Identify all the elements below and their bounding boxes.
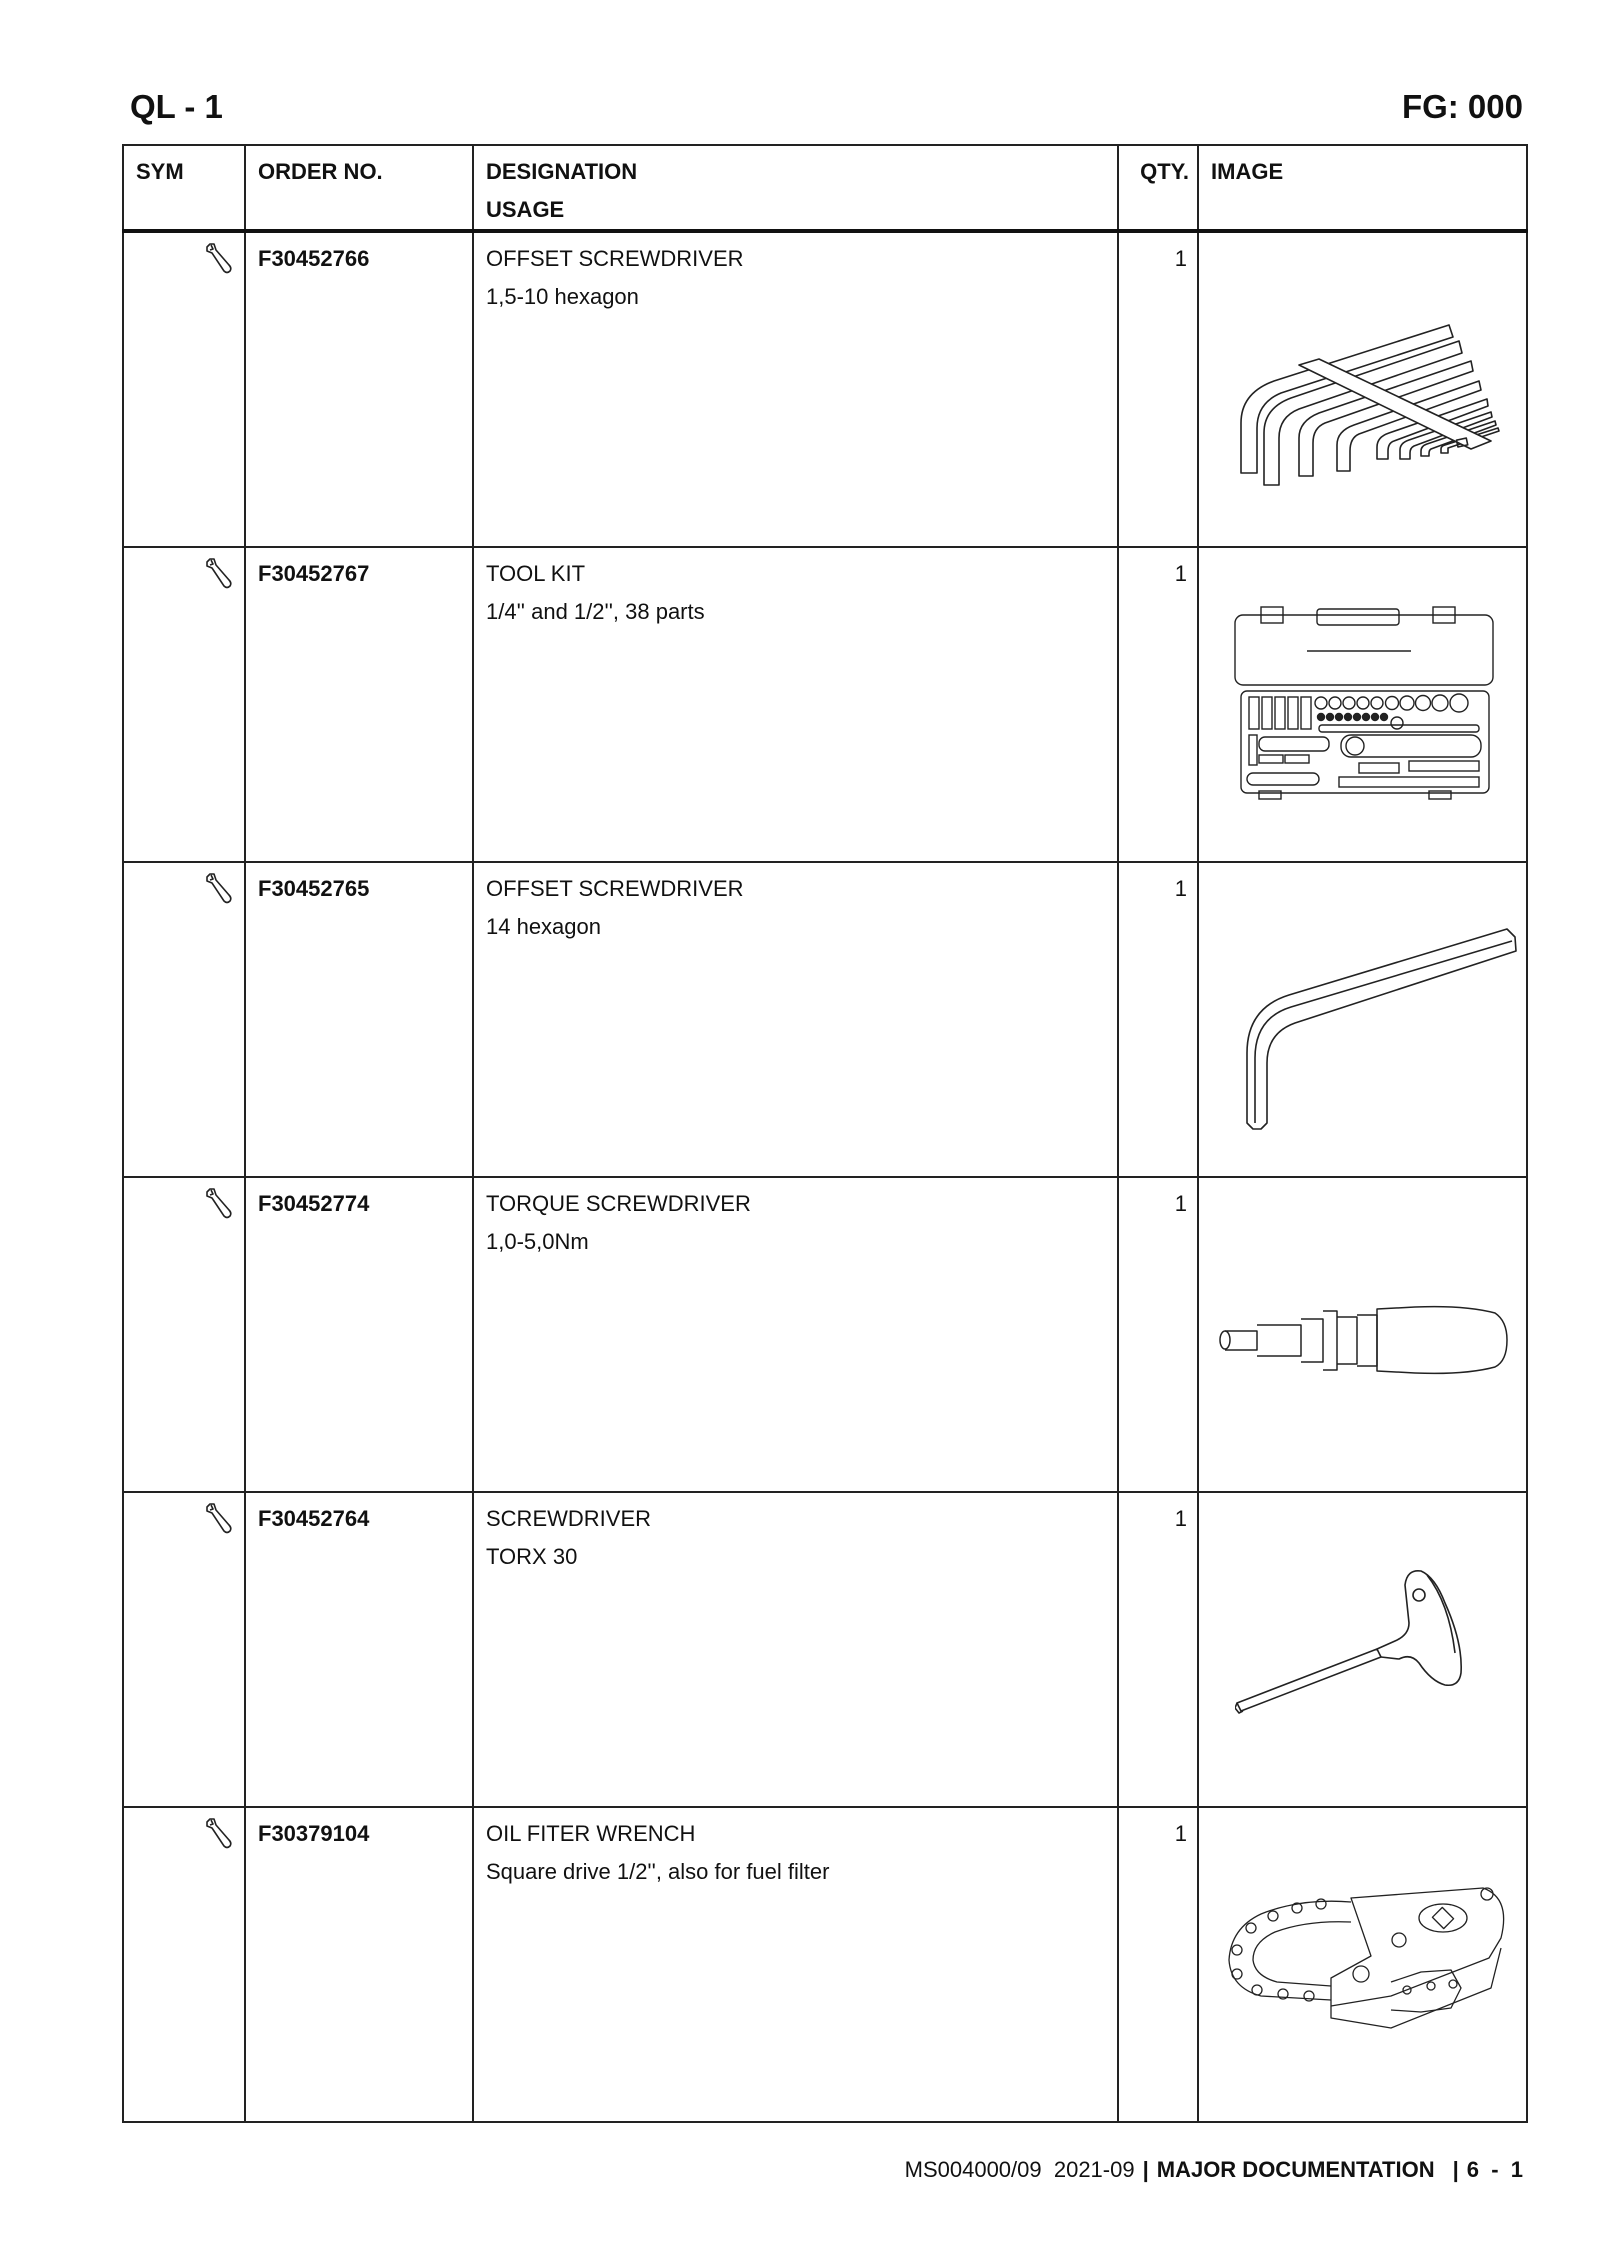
usage: TORX 30 [486, 1544, 578, 1569]
usage: Square drive 1/2'', also for fuel filter [486, 1859, 830, 1884]
designation: TOOL KIT [486, 561, 586, 586]
image-cell [1198, 1807, 1527, 2122]
image-cell [1198, 1492, 1527, 1807]
order-no-cell: F30452767 [245, 547, 473, 862]
designation: OFFSET SCREWDRIVER [486, 876, 744, 901]
page-number: 6 - 1 [1466, 2157, 1523, 2182]
page-footer [905, 2157, 1523, 2183]
table-row [123, 1177, 1527, 1492]
socket-tool-kit-case-illustration [1229, 603, 1499, 803]
hex-key-set-illustration [1219, 313, 1509, 513]
header-qty: QTY. [1118, 145, 1198, 231]
t-handle-torx-screwdriver-illustration [1235, 1563, 1495, 1723]
header-order-no: ORDER NO. [245, 145, 473, 231]
footer-separator: | [1142, 2157, 1149, 2182]
usage: 1,5-10 hexagon [486, 284, 639, 309]
usage: 1/4'' and 1/2'', 38 parts [486, 599, 705, 624]
table-row [123, 862, 1527, 1177]
qty-cell: 1 [1118, 1177, 1198, 1492]
table-header-row [123, 145, 1527, 231]
image-cell [1198, 862, 1527, 1177]
sym-cell [123, 1177, 245, 1492]
page-title-right: FG: 000 [1401, 88, 1523, 125]
usage: 14 hexagon [486, 914, 601, 939]
table-row [123, 1492, 1527, 1807]
qty-cell: 1 [1118, 862, 1198, 1177]
sym-cell [123, 1807, 245, 2122]
sym-cell [123, 547, 245, 862]
single-hex-key-illustration [1219, 923, 1519, 1133]
designation-cell [473, 862, 1118, 1177]
designation-cell [473, 1492, 1118, 1807]
wrench-icon [204, 1501, 234, 1535]
document-code: MS004000/09 2021-09 [904, 2157, 1135, 2182]
order-no-cell: F30452764 [245, 1492, 473, 1807]
qty-cell: 1 [1118, 1492, 1198, 1807]
wrench-icon [204, 1816, 234, 1850]
wrench-icon [204, 241, 234, 275]
qty-cell: 1 [1118, 231, 1198, 547]
header-sym: SYM [123, 145, 245, 231]
parts-table [122, 144, 1528, 2123]
usage: 1,0-5,0Nm [486, 1229, 589, 1254]
qty-cell: 1 [1118, 1807, 1198, 2122]
header-designation: DESIGNATION USAGE [473, 145, 1118, 231]
designation-cell [473, 547, 1118, 862]
page-title-left: QL - 1 [130, 88, 223, 125]
designation-cell [473, 1177, 1118, 1492]
sym-cell [123, 862, 245, 1177]
chain-oil-filter-wrench-illustration [1221, 1878, 1511, 2048]
wrench-icon [204, 556, 234, 590]
image-cell [1198, 231, 1527, 547]
table-row [123, 1807, 1527, 2122]
table-row [123, 231, 1527, 547]
sym-cell [123, 1492, 245, 1807]
footer-separator: | [1452, 2157, 1459, 2182]
designation: TORQUE SCREWDRIVER [486, 1191, 751, 1216]
order-no-cell: F30452765 [245, 862, 473, 1177]
sym-cell [123, 231, 245, 547]
order-no-cell: F30379104 [245, 1807, 473, 2122]
order-no-cell: F30452774 [245, 1177, 473, 1492]
torque-screwdriver-illustration [1215, 1303, 1515, 1383]
designation-cell [473, 1807, 1118, 2122]
section-name: MAJOR DOCUMENTATION [1156, 2157, 1435, 2182]
image-cell [1198, 547, 1527, 862]
designation: OIL FITER WRENCH [486, 1821, 696, 1846]
qty-cell: 1 [1118, 547, 1198, 862]
table-row [123, 547, 1527, 862]
order-no-cell: F30452766 [245, 231, 473, 547]
designation-cell [473, 231, 1118, 547]
header-image: IMAGE [1198, 145, 1527, 231]
designation: SCREWDRIVER [486, 1506, 652, 1531]
image-cell [1198, 1177, 1527, 1492]
designation: OFFSET SCREWDRIVER [486, 246, 744, 271]
wrench-icon [204, 871, 234, 905]
wrench-icon [204, 1186, 234, 1220]
